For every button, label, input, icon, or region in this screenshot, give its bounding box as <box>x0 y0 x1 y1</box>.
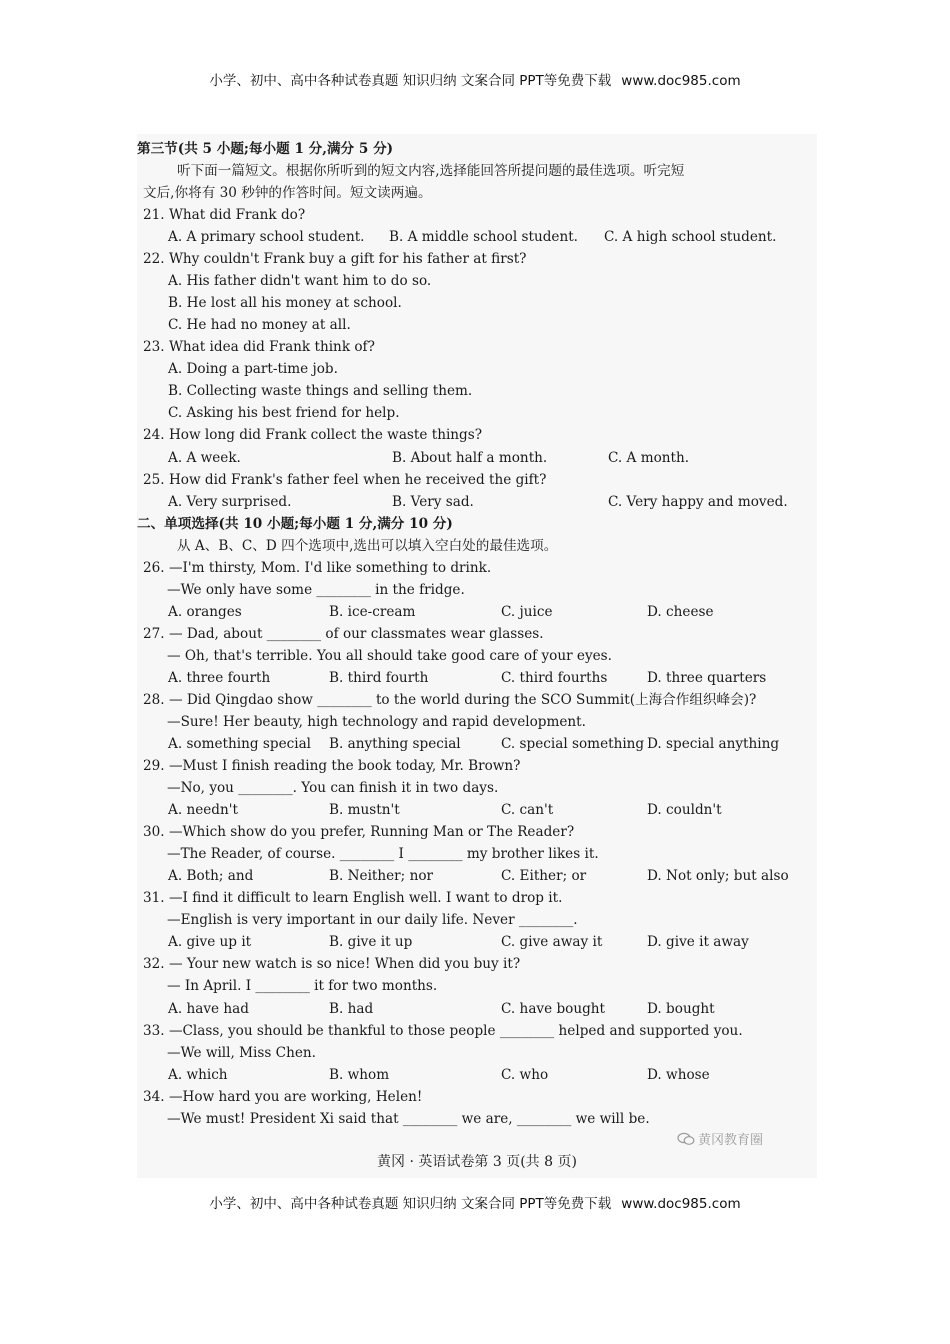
question-25-option-c: C. Very happy and moved. <box>608 494 788 510</box>
question-33-option-d: D. whose <box>647 1067 710 1083</box>
question-22-option-c: C. He had no money at all. <box>168 317 351 333</box>
question-26-option-b: B. ice-cream <box>329 604 416 620</box>
question-28-option-a: A. something special <box>168 736 312 752</box>
question-23-option-c: C. Asking his best friend for help. <box>168 405 400 421</box>
section-3-instruction-line-2: 文后,你将有 30 秒钟的作答时间。短文读两遍。 <box>143 185 432 201</box>
question-24-stem: 24. How long did Frank collect the waste things? <box>143 427 483 443</box>
question-26-option-a: A. oranges <box>168 604 242 620</box>
question-21-option-c: C. A high school student. <box>604 229 777 245</box>
banner-site-link[interactable]: www.doc985.com <box>621 1196 741 1212</box>
question-29-line-1: 29. —Must I finish reading the book today, Mr. Brown? <box>143 758 521 774</box>
question-29-option-d: D. couldn't <box>647 802 722 818</box>
question-22-option-b: B. He lost all his money at school. <box>168 295 402 311</box>
question-33-option-b: B. whom <box>329 1067 390 1083</box>
question-21-option-a: A. A primary school student. <box>168 229 365 245</box>
question-26-option-c: C. juice <box>501 604 553 620</box>
question-28-option-c: C. special something <box>501 736 645 752</box>
question-31-option-a: A. give up it <box>168 934 252 950</box>
question-28-line-1: 28. — Did Qingdao show ________ to the world during the SCO Summit(上海合作组织峰会)? <box>143 692 757 708</box>
question-29-line-2: —No, you ________. You can finish it in two days. <box>167 780 499 796</box>
question-31-option-c: C. give away it <box>501 934 603 950</box>
question-33-option-a: A. which <box>168 1067 228 1083</box>
question-30-option-c: C. Either; or <box>501 868 587 884</box>
question-30-line-1: 30. —Which show do you prefer, Running Man or The Reader? <box>143 824 575 840</box>
question-24-option-c: C. A month. <box>608 450 690 466</box>
question-28-line-2: —Sure! Her beauty, high technology and rapid development. <box>167 714 586 730</box>
question-27-option-d: D. three quarters <box>647 670 767 686</box>
question-27-line-2: — Oh, that's terrible. You all should take good care of your eyes. <box>167 648 612 664</box>
question-27-option-a: A. three fourth <box>168 670 271 686</box>
question-30-line-2: —The Reader, of course. ________ I ________ my brother likes it. <box>167 846 599 862</box>
part-2-heading: 二、单项选择(共 10 小题;每小题 1 分,满分 10 分) <box>137 516 453 532</box>
question-30-option-b: B. Neither; nor <box>329 868 434 884</box>
question-32-option-a: A. have had <box>168 1001 249 1017</box>
question-26-line-2: —We only have some ________ in the fridge. <box>167 582 465 598</box>
question-28-option-b: B. anything special <box>329 736 461 752</box>
question-30-option-a: A. Both; and <box>168 868 254 884</box>
question-29-option-b: B. mustn't <box>329 802 400 818</box>
question-32-option-b: B. had <box>329 1001 374 1017</box>
watermark-text: 黄冈教育圈 <box>698 1133 764 1148</box>
question-22-stem: 22. Why couldn't Frank buy a gift for his father at first? <box>143 251 527 267</box>
question-32-line-2: — In April. I ________ it for two months. <box>167 978 438 994</box>
watermark <box>677 1129 763 1148</box>
question-23-stem: 23. What idea did Frank think of? <box>143 339 375 355</box>
question-31-line-1: 31. —I find it difficult to learn English well. I want to drop it. <box>143 890 563 906</box>
question-26-line-1: 26. —I'm thirsty, Mom. I'd like something to drink. <box>143 560 492 576</box>
question-32-option-d: D. bought <box>647 1001 715 1017</box>
question-29-option-c: C. can't <box>501 802 554 818</box>
question-24-option-b: B. About half a month. <box>392 450 548 466</box>
section-3-heading: 第三节(共 5 小题;每小题 1 分,满分 5 分) <box>137 141 394 157</box>
question-33-line-1: 33. —Class, you should be thankful to those people ________ helped and supported you. <box>143 1023 743 1039</box>
question-31-option-d: D. give it away <box>647 934 749 950</box>
question-34-line-1: 34. —How hard you are working, Helen! <box>143 1089 423 1105</box>
question-29-option-a: A. needn't <box>168 802 238 818</box>
question-23-option-a: A. Doing a part-time job. <box>168 361 338 377</box>
banner-text: 小学、初中、高中各种试卷真题 知识归纳 文案合同 PPT等免费下载 <box>209 73 612 89</box>
part-2-instruction: 从 A、B、C、D 四个选项中,选出可以填入空白处的最佳选项。 <box>177 538 558 554</box>
page-footer: 黄冈 · 英语试卷第 3 页(共 8 页) <box>377 1154 577 1170</box>
question-28-option-d: D. special anything <box>647 736 780 752</box>
question-24-option-a: A. A week. <box>168 450 241 466</box>
question-32-line-1: 32. — Your new watch is so nice! When did you buy it? <box>143 956 521 972</box>
question-25-option-b: B. Very sad. <box>392 494 474 510</box>
bottom-banner <box>0 1192 950 1212</box>
question-21-option-b: B. A middle school student. <box>389 229 578 245</box>
question-21-stem: 21. What did Frank do? <box>143 207 306 223</box>
wechat-icon <box>677 1132 695 1146</box>
question-27-line-1: 27. — Dad, about ________ of our classmates wear glasses. <box>143 626 544 642</box>
question-30-option-d: D. Not only; but also <box>647 868 789 884</box>
question-22-option-a: A. His father didn't want him to do so. <box>168 273 432 289</box>
question-26-option-d: D. cheese <box>647 604 714 620</box>
exam-page-scan <box>137 134 817 1178</box>
question-23-option-b: B. Collecting waste things and selling them. <box>168 383 473 399</box>
top-banner <box>0 69 950 89</box>
question-25-option-a: A. Very surprised. <box>168 494 292 510</box>
banner-text: 小学、初中、高中各种试卷真题 知识归纳 文案合同 PPT等免费下载 <box>209 1196 612 1212</box>
question-25-stem: 25. How did Frank's father feel when he received the gift? <box>143 472 547 488</box>
question-33-option-c: C. who <box>501 1067 549 1083</box>
banner-site-link[interactable]: www.doc985.com <box>621 73 741 89</box>
question-34-line-2: —We must! President Xi said that ________ we are, ________ we will be. <box>167 1111 650 1127</box>
question-31-line-2: —English is very important in our daily life. Never ________. <box>167 912 578 928</box>
question-27-option-b: B. third fourth <box>329 670 429 686</box>
question-33-line-2: —We will, Miss Chen. <box>167 1045 316 1061</box>
question-31-option-b: B. give it up <box>329 934 413 950</box>
question-32-option-c: C. have bought <box>501 1001 606 1017</box>
question-27-option-c: C. third fourths <box>501 670 608 686</box>
section-3-instruction-line-1: 听下面一篇短文。根据你所听到的短文内容,选择能回答所提问题的最佳选项。听完短 <box>177 163 685 179</box>
